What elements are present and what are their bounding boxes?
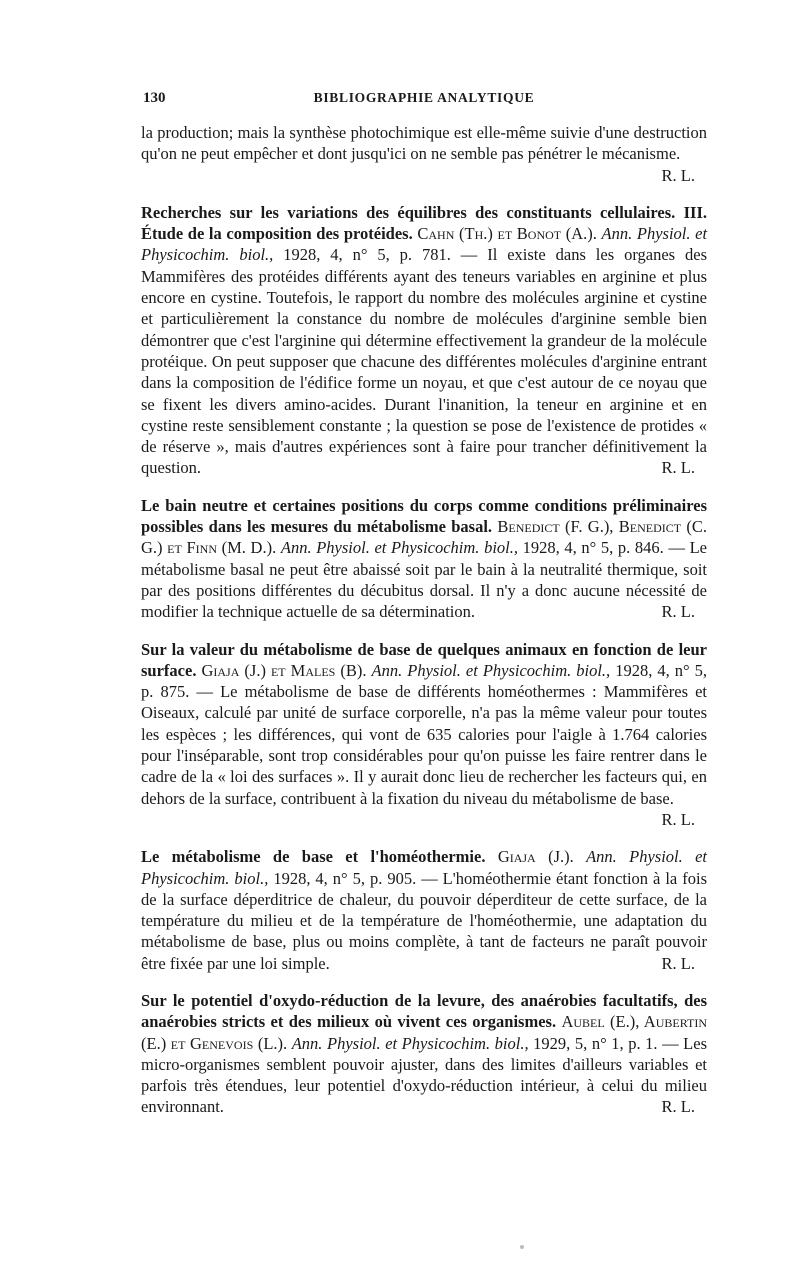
- signature: R. L.: [661, 953, 695, 973]
- entry-abstract: — Le métabolisme de base de différents homéothermes : Mammifères et Oiseaux, calculé par unité de surface corporelle, n'a pas la même valeur pour toutes les espèces ; les différences, qui vont de 635 calories pour l'aigle à 1.764 calories pour l'inséparable, sont trop considérables pour qu'on puisse les faire rentrer dans le cadre de la « loi des surfaces ». Il y aurait donc lieu de rechercher les facteurs qui, en dehors de la surface, contribuent à la fixation du niveau du métabolisme de base.: [141, 682, 708, 808]
- signature: R. L.: [661, 458, 695, 478]
- signature: R. L.: [661, 809, 695, 829]
- entry-abstract: — Le métabolisme basal ne peut être abaissé soit par le bain à la neutralité thermique, soit par des positions différentes du décubitus dorsal. Il n'y a donc aucune nécessité de modifier la technique actuelle de sa détermination.: [141, 538, 707, 622]
- continuation-paragraph: [141, 122, 707, 186]
- entry-reference: 1928, 4, n° 5, p. 846.: [522, 538, 664, 558]
- running-header: [143, 90, 705, 114]
- entry-abstract: — L'homéothermie étant fonction à la fois de la surface déperditrice de chaleur, du pouvoir déperditeur de cette surface, de la température du milieu et de la température de l'homéothermie, une adaptation du métabolisme de base, plus ou moins complète, à tant de facteurs ne paraît pouvoir être fixée par une loi simple.: [141, 868, 707, 973]
- entry-journal: Ann. Physiol. et Physicochim. biol.,: [280, 538, 518, 558]
- bibliography-entry: [141, 202, 707, 479]
- entry-journal: Ann. Physiol. et Physicochim. biol.,: [141, 224, 708, 265]
- entry-reference: 1928, 4, n° 5, p. 875.: [141, 660, 708, 702]
- signature: R. L.: [661, 1097, 695, 1117]
- entry-title: Sur le potentiel d'oxydo-réduction de la levure, des anaérobies facultatifs, des anaérobies stricts et des milieux où vivent ces organismes.: [141, 990, 707, 1032]
- entry-reference: 1929, 5, n° 1, p. 1.: [533, 1033, 658, 1053]
- signature: R. L.: [661, 602, 695, 622]
- bibliography-entry: [141, 990, 707, 1118]
- entry-authors: Cahn (Th.) et Bonot (A.).: [417, 224, 597, 244]
- bibliography-entry: [141, 495, 707, 623]
- entry-reference: 1928, 4, n° 5, p. 781.: [283, 245, 451, 265]
- entry-abstract: — Il existe dans les organes des Mammifères des protéides différents ayant des teneurs variables en arginine et plus encore en cystine. Toutefois, le rapport du nombre des molécules arginine et cystine et particulièrement la constance du nombre de molécules d'arginine semble bien démontrer que c'est l'arginine qui détermine effectivement la grandeur de la molécule protéique. On peut supposer que chacune des différentes molécules d'arginine entrant dans la composition de l'édifice forme un noyau, et que c'est autour de ce noyau que se fixent les divers amino-acides. Durant l'inanition, la teneur en arginine et en cystine reste sensiblement constante ; la question se pose de l'existence de protides « de réserve », mais d'autres expériences sont à faire pour trancher définitivement la question.: [141, 245, 708, 478]
- bibliography-entry: [141, 639, 707, 831]
- entry-title: Le métabolisme de base et l'homéothermie.: [141, 847, 486, 867]
- entry-journal: Ann. Physiol. et Physicochim. biol.,: [371, 660, 611, 680]
- entry-reference: 1928, 4, n° 5, p. 905.: [273, 868, 417, 888]
- running-title: BIBLIOGRAPHIE ANALYTIQUE: [313, 90, 535, 105]
- entry-title: Le bain neutre et certaines positions du corps comme conditions préliminaires possibles dans les mesures du métabolisme basal.: [141, 495, 707, 537]
- signature: R. L.: [661, 165, 695, 185]
- entry-authors: Aubel (E.), Aubertin (E.) et Genevois (L.).: [141, 1012, 707, 1053]
- entry-title: Sur la valeur du métabolisme de base de quelques animaux en fonction de leur surface.: [141, 639, 707, 680]
- bibliography-entry: [141, 846, 707, 974]
- page-number: 130: [143, 90, 166, 106]
- scan-speck: [520, 1245, 524, 1249]
- entry-abstract: — Les micro-organismes semblent pouvoir ajuster, dans des limites d'ailleurs variables et parfois très étendues, leur potentiel d'oxydo-réduction intérieur, à celui du milieu environnant.: [141, 1033, 708, 1117]
- entry-authors: Giaja (J.) et Males (B).: [201, 660, 367, 680]
- entry-title: Recherches sur les variations des équilibres des constituants cellulaires. III. Étude de la composition des protéides.: [141, 202, 707, 244]
- article-body: [141, 122, 707, 1118]
- entry-authors: Benedict (F. G.), Benedict (C. G.) et Finn (M. D.).: [141, 517, 707, 558]
- entry-journal: Ann. Physiol. et Physicochim. biol.,: [291, 1033, 529, 1053]
- continuation-text: la production; mais la synthèse photochimique est elle-même suivie d'une destruction qu'on ne peut empêcher et dont jusqu'ici on ne semble pas pénétrer le mécanisme.: [141, 123, 707, 164]
- entry-journal: Ann. Physiol. et Physicochim. biol.,: [141, 847, 708, 888]
- entry-authors: Giaja (J.).: [497, 847, 574, 867]
